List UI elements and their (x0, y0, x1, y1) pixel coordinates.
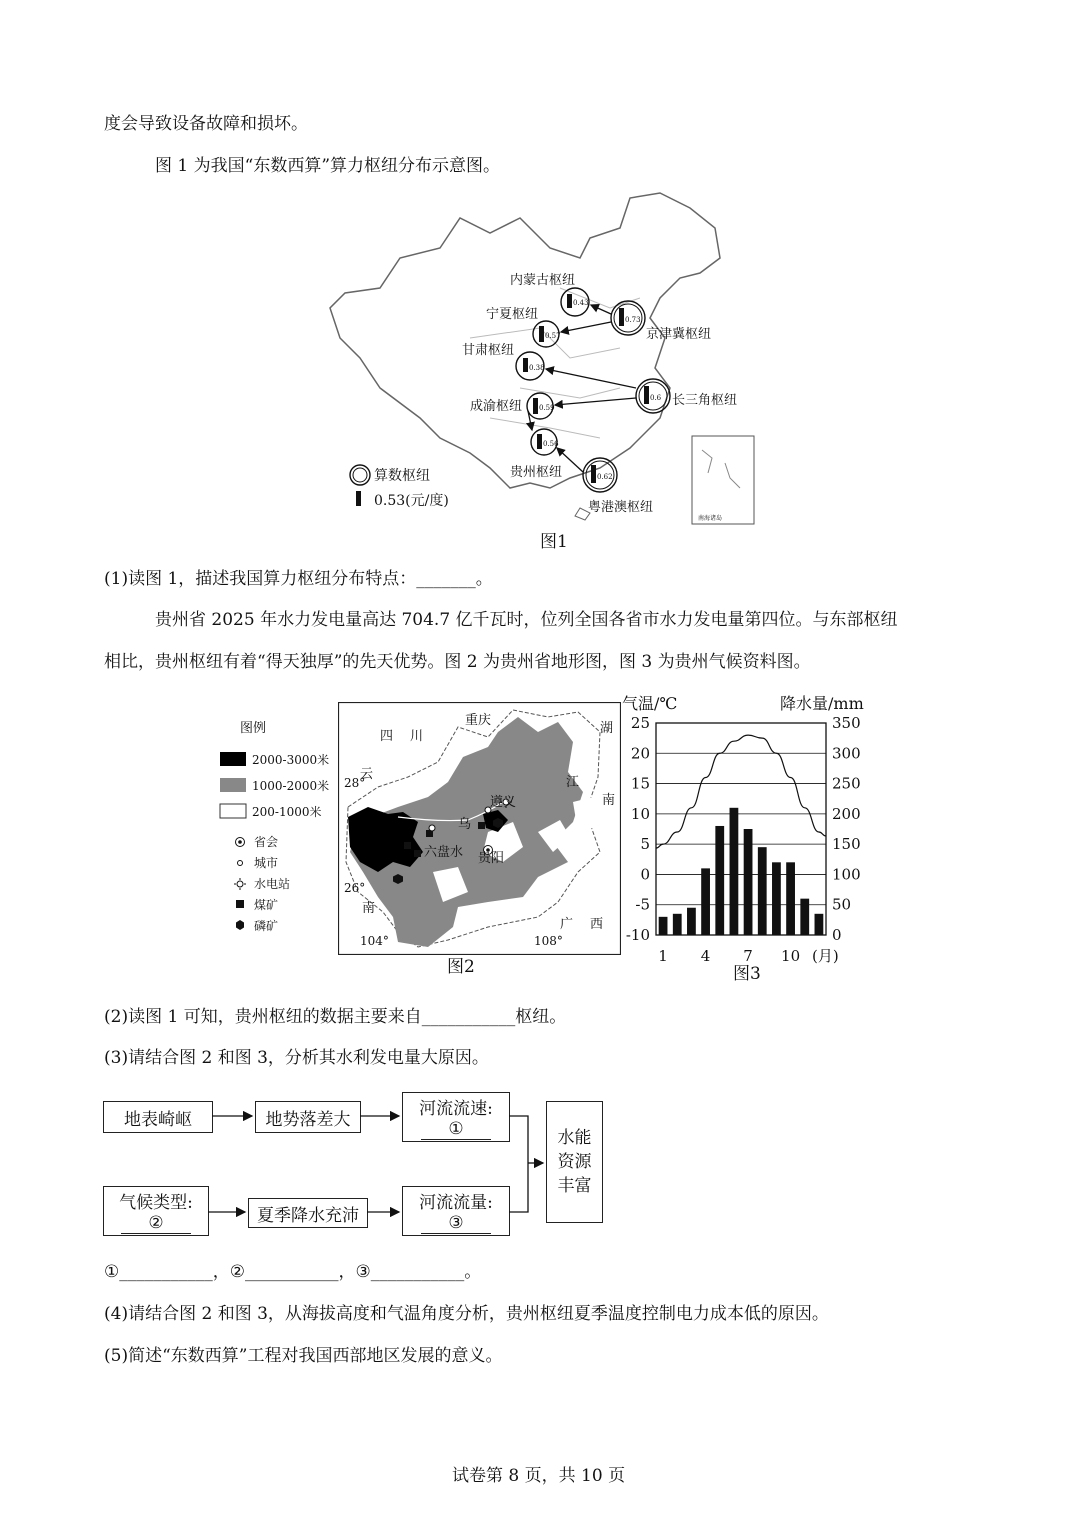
hub-label-changsanjiao: 长三角枢纽 (672, 393, 738, 408)
fig2-caption: 图2 (447, 957, 475, 977)
svg-text:西: 西 (590, 917, 604, 932)
question-3: (3)请结合图 2 和图 3，分析其水利发电量大原因。 (104, 1048, 489, 1068)
svg-text:江: 江 (566, 775, 580, 790)
paragraph-2-line-2: 相比，贵州枢纽有着“得天独厚”的先天优势。图 2 为贵州省地形图，图 3 为贵州气候资料图。 (104, 652, 811, 672)
hub-label-jingjinji: 京津冀枢纽 (646, 327, 712, 342)
question-2: (2)读图 1 可知，贵州枢纽的数据主要来自___________枢纽。 (104, 1007, 567, 1027)
question-5: (5)简述“东数西算”工程对我国西部地区发展的意义。 (104, 1346, 503, 1366)
x-tick-1: 1 (658, 947, 668, 965)
y-left-tick-2: 15 (630, 774, 650, 793)
flow-box-river-flow: 河流流量: ③ (402, 1186, 510, 1236)
y-right-tick-0: 350 (832, 714, 861, 732)
svg-text:乌: 乌 (458, 817, 472, 832)
svg-text:108°: 108° (534, 934, 563, 948)
fig3-caption: 图3 (733, 964, 761, 984)
y-right-tick-7: 0 (832, 926, 842, 944)
svg-text:2000-3000米: 2000-3000米 (252, 753, 330, 767)
x-tick-7: 7 (743, 947, 753, 965)
y-left-tick-7: -10 (625, 926, 650, 944)
svg-text:0.56: 0.56 (543, 440, 559, 448)
flow-box-climate-type: 气候类型: ② (103, 1186, 209, 1236)
hub-label-ningxia: 宁夏枢纽 (486, 307, 539, 322)
svg-text:1000-2000米: 1000-2000米 (252, 779, 330, 793)
flow-box-river-speed: 河流流速: ① (402, 1092, 510, 1142)
y-right-tick-6: 50 (832, 895, 852, 914)
svg-text:南: 南 (602, 793, 616, 808)
svg-text:图例: 图例 (240, 721, 267, 736)
svg-text:省会: 省会 (254, 835, 279, 849)
y-left-tick-6: -5 (635, 895, 650, 914)
svg-text:200-1000米: 200-1000米 (252, 805, 322, 819)
y-left-tick-3: 10 (630, 804, 650, 823)
question-1: (1)读图 1，描述我国算力枢纽分布特点：_______。 (104, 569, 493, 589)
inset-label: 南海诸岛 (698, 515, 723, 522)
x-tick-4: 4 (700, 947, 711, 965)
flow-box-summer-rain: 夏季降水充沛 (248, 1198, 368, 1228)
flow-box-hydropower-rich: 水能资源丰富 (546, 1101, 603, 1223)
hub-label-neimenggu: 内蒙古枢纽 (510, 273, 576, 288)
blank-1: ① (421, 1119, 491, 1140)
svg-text:0.6: 0.6 (650, 394, 662, 402)
svg-text:0.62: 0.62 (597, 473, 613, 481)
y-right-label: 降水量/mm (780, 694, 864, 713)
svg-text:云: 云 (360, 767, 374, 782)
svg-text:广: 广 (560, 917, 574, 932)
y-left-tick-1: 20 (630, 744, 650, 763)
x-tick-10: 10 (781, 947, 801, 965)
svg-text:磷矿: 磷矿 (254, 919, 279, 933)
svg-text:0.53(元/度): 0.53(元/度) (374, 493, 449, 509)
hub-label-chengyu: 成渝枢纽 (470, 399, 523, 414)
svg-text:算数枢纽: 算数枢纽 (374, 468, 430, 484)
y-left-label: 气温/℃ (622, 694, 678, 713)
svg-text:26°: 26° (344, 881, 366, 895)
blank-3: ③ (421, 1213, 491, 1234)
y-right-tick-3: 200 (832, 804, 861, 823)
x-unit-label: (月) (812, 947, 839, 965)
question-4: (4)请结合图 2 和图 3，从海拔高度和气温角度分析，贵州枢纽夏季温度控制电力成本低的原因。 (104, 1304, 829, 1324)
fig1-intro: 图 1 为我国“东数西算”算力枢纽分布示意图。 (155, 156, 501, 176)
hub-label-gansu: 甘肃枢纽 (462, 343, 515, 358)
paragraph-2-line-1: 贵州省 2025 年水力发电量高达 704.7 亿千瓦时，位列全国各省市水力发电量第四位。与东部枢纽 (155, 610, 898, 630)
page-footer: 试卷第 8 页，共 10 页 (452, 1466, 626, 1486)
svg-text:28°: 28° (344, 776, 366, 790)
svg-text:煤矿: 煤矿 (254, 898, 279, 912)
svg-text:湖: 湖 (600, 721, 614, 736)
svg-text:0.43: 0.43 (573, 299, 589, 307)
svg-text:0.38: 0.38 (529, 364, 545, 372)
y-left-tick-5: 0 (640, 865, 650, 884)
y-right-tick-2: 250 (832, 774, 861, 793)
svg-text:0.59: 0.59 (539, 404, 555, 412)
svg-text:南: 南 (362, 901, 376, 916)
flow-box-terrain: 地表崎岖 (103, 1101, 213, 1133)
y-right-tick-5: 100 (832, 865, 861, 884)
blank-2: ② (121, 1213, 191, 1234)
svg-text:0.57: 0.57 (545, 332, 561, 340)
hub-label-yuegangao: 粤港澳枢纽 (588, 500, 654, 515)
svg-text:六盘水: 六盘水 (424, 845, 464, 860)
svg-text:城市: 城市 (254, 856, 279, 870)
svg-text:四: 四 (380, 729, 394, 744)
y-left-tick-4: 5 (640, 835, 650, 854)
fig1-caption: 图1 (540, 532, 568, 552)
svg-text:重庆: 重庆 (465, 713, 492, 728)
y-right-tick-4: 150 (832, 835, 861, 854)
hub-label-guizhou: 贵州枢纽 (510, 465, 563, 480)
question-3-blanks: ①___________，②___________，③___________。 (104, 1262, 482, 1282)
y-left-tick-0: 25 (630, 714, 650, 732)
svg-text:水电站: 水电站 (254, 877, 291, 891)
svg-text:贵阳: 贵阳 (478, 851, 505, 866)
text-line-top: 度会导致设备故障和损坏。 (104, 114, 308, 134)
flow-box-elevation-drop: 地势落差大 (255, 1101, 361, 1133)
y-right-tick-1: 300 (832, 744, 861, 763)
svg-text:104°: 104° (360, 934, 389, 948)
svg-text:川: 川 (410, 729, 424, 744)
svg-text:遵义: 遵义 (490, 795, 517, 810)
svg-text:0.73: 0.73 (625, 316, 641, 324)
